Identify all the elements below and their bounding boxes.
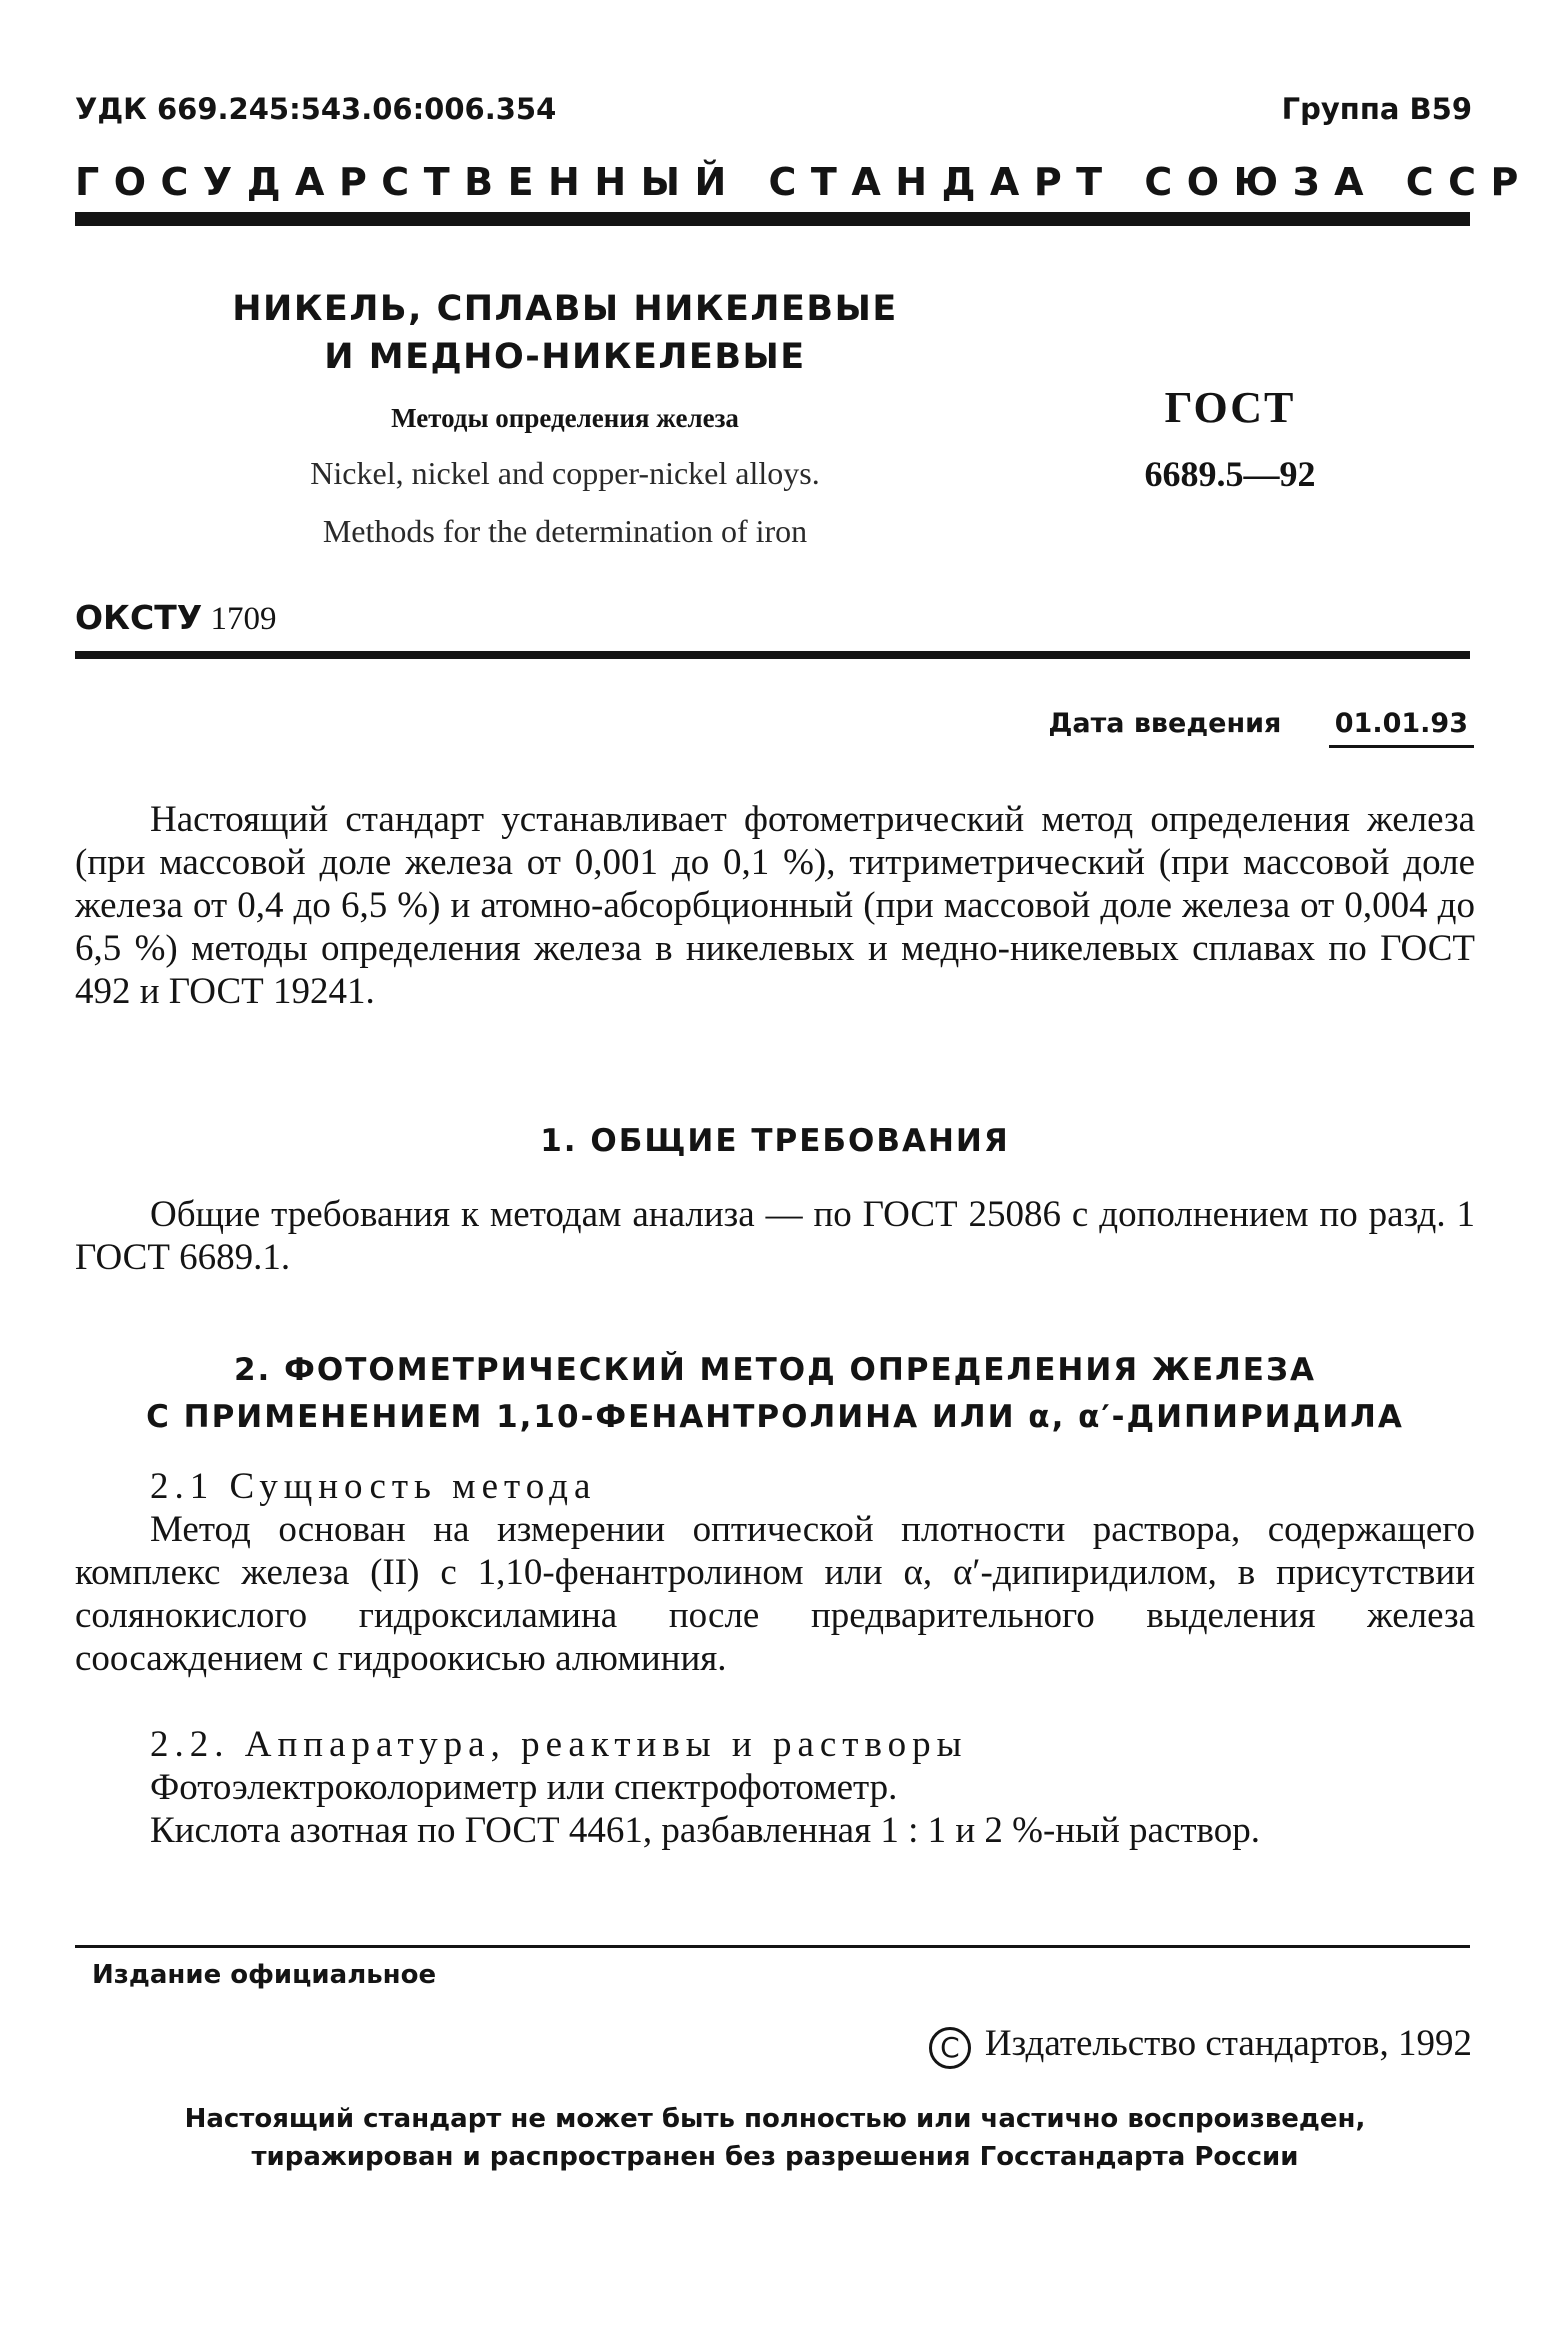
copyright-icon: C (929, 2027, 971, 2069)
subsection-2-1-paragraph: Метод основан на измерении оптической плотности раствора, содержащего комплекс железа (II) с 1,10-фенантролином или α, α′-дипиридилом, в присутствии солянокислого гидроксиламина после предварительного выделения железа соосаждением с гидроокисью алюминия. (75, 1509, 1475, 1679)
copyright-text: Издательство стандартов, 1992 (984, 2023, 1472, 2064)
gost-block (1080, 382, 1380, 495)
title-subtitle: Методы определения железа (391, 403, 739, 433)
section-1-paragraph: Общие требования к методам анализа — по ГОСТ 25086 с дополнением по разд. 1 ГОСТ 6689.1. (75, 1194, 1475, 1278)
gost-label: ГОСТ (1164, 383, 1296, 432)
date-value: 01.01.93 (1329, 708, 1474, 748)
footer-rule (75, 1945, 1470, 1948)
reproduction-notice (75, 2100, 1475, 2176)
subsection-2-2-item-2: Кислота азотная по ГОСТ 4461, разбавленная 1 : 1 и 2 %-ный раствор. (150, 1810, 1260, 1851)
subsection-2-2-item-1: Фотоэлектроколориметр или спектрофотометр. (150, 1767, 898, 1808)
title-english-line-2: Methods for the determination of iron (322, 513, 808, 549)
section-1-title: 1. ОБЩИЕ ТРЕБОВАНИЯ (540, 1123, 1010, 1159)
title-block (180, 285, 950, 550)
oksu-code: 1709 (210, 601, 277, 637)
copyright-line (929, 2022, 1472, 2069)
date-label: Дата введения (1048, 708, 1282, 739)
title-line-1: НИКЕЛЬ, СПЛАВЫ НИКЕЛЕВЫЕ (232, 289, 898, 329)
oksu-line (75, 598, 276, 638)
section-2-title-line-2: С ПРИМЕНЕНИЕМ 1,10-ФЕНАНТРОЛИНА ИЛИ α, α′-ДИПИРИДИЛА (146, 1399, 1404, 1435)
section-2-title-line-1: 2. ФОТОМЕТРИЧЕСКИЙ МЕТОД ОПРЕДЕЛЕНИЯ ЖЕЛЕЗА (233, 1352, 1316, 1388)
oksu-label: ОКСТУ (75, 598, 203, 637)
gost-number: 6689.5—92 (1144, 454, 1316, 494)
introduction-date (1048, 708, 1474, 748)
notice-line-2: тиражирован и распространен без разрешения Госстандарта России (251, 2142, 1299, 2172)
notice-line-1: Настоящий стандарт не может быть полностью или частично воспроизведен, (184, 2104, 1366, 2134)
official-edition: Издание официальное (92, 1960, 437, 1990)
group-code: Группа В59 (1281, 92, 1472, 126)
title-rule (75, 651, 1470, 659)
udk-code: УДК 669.245:543.06:006.354 (75, 92, 557, 126)
title-line-2: И МЕДНО-НИКЕЛЕВЫЕ (324, 337, 806, 377)
header-rule (75, 212, 1470, 226)
state-standard-heading: ГОСУДАРСТВЕННЫЙ СТАНДАРТ СОЮЗА ССР (75, 160, 1533, 204)
intro-paragraph: Настоящий стандарт устанавливает фотометрический метод определения железа (при массовой доле железа от 0,001 до 0,1 %), титриметрический (при массовой доле железа от 0,4 до 6,5 %) и атомно-абсорбционный (при массовой доле железа от 0,004 до 6,5 %) методы определения железа в никелевых и медно-никелевых сплавах по ГОСТ 492 и ГОСТ 19241. (75, 799, 1475, 1012)
subsection-2-2-heading: 2.2. Аппаратура, реактивы и растворы (150, 1724, 968, 1765)
title-english-line-1: Nickel, nickel and copper-nickel alloys. (310, 455, 820, 491)
subsection-2-1-heading: 2.1 Сущность метода (150, 1466, 597, 1507)
